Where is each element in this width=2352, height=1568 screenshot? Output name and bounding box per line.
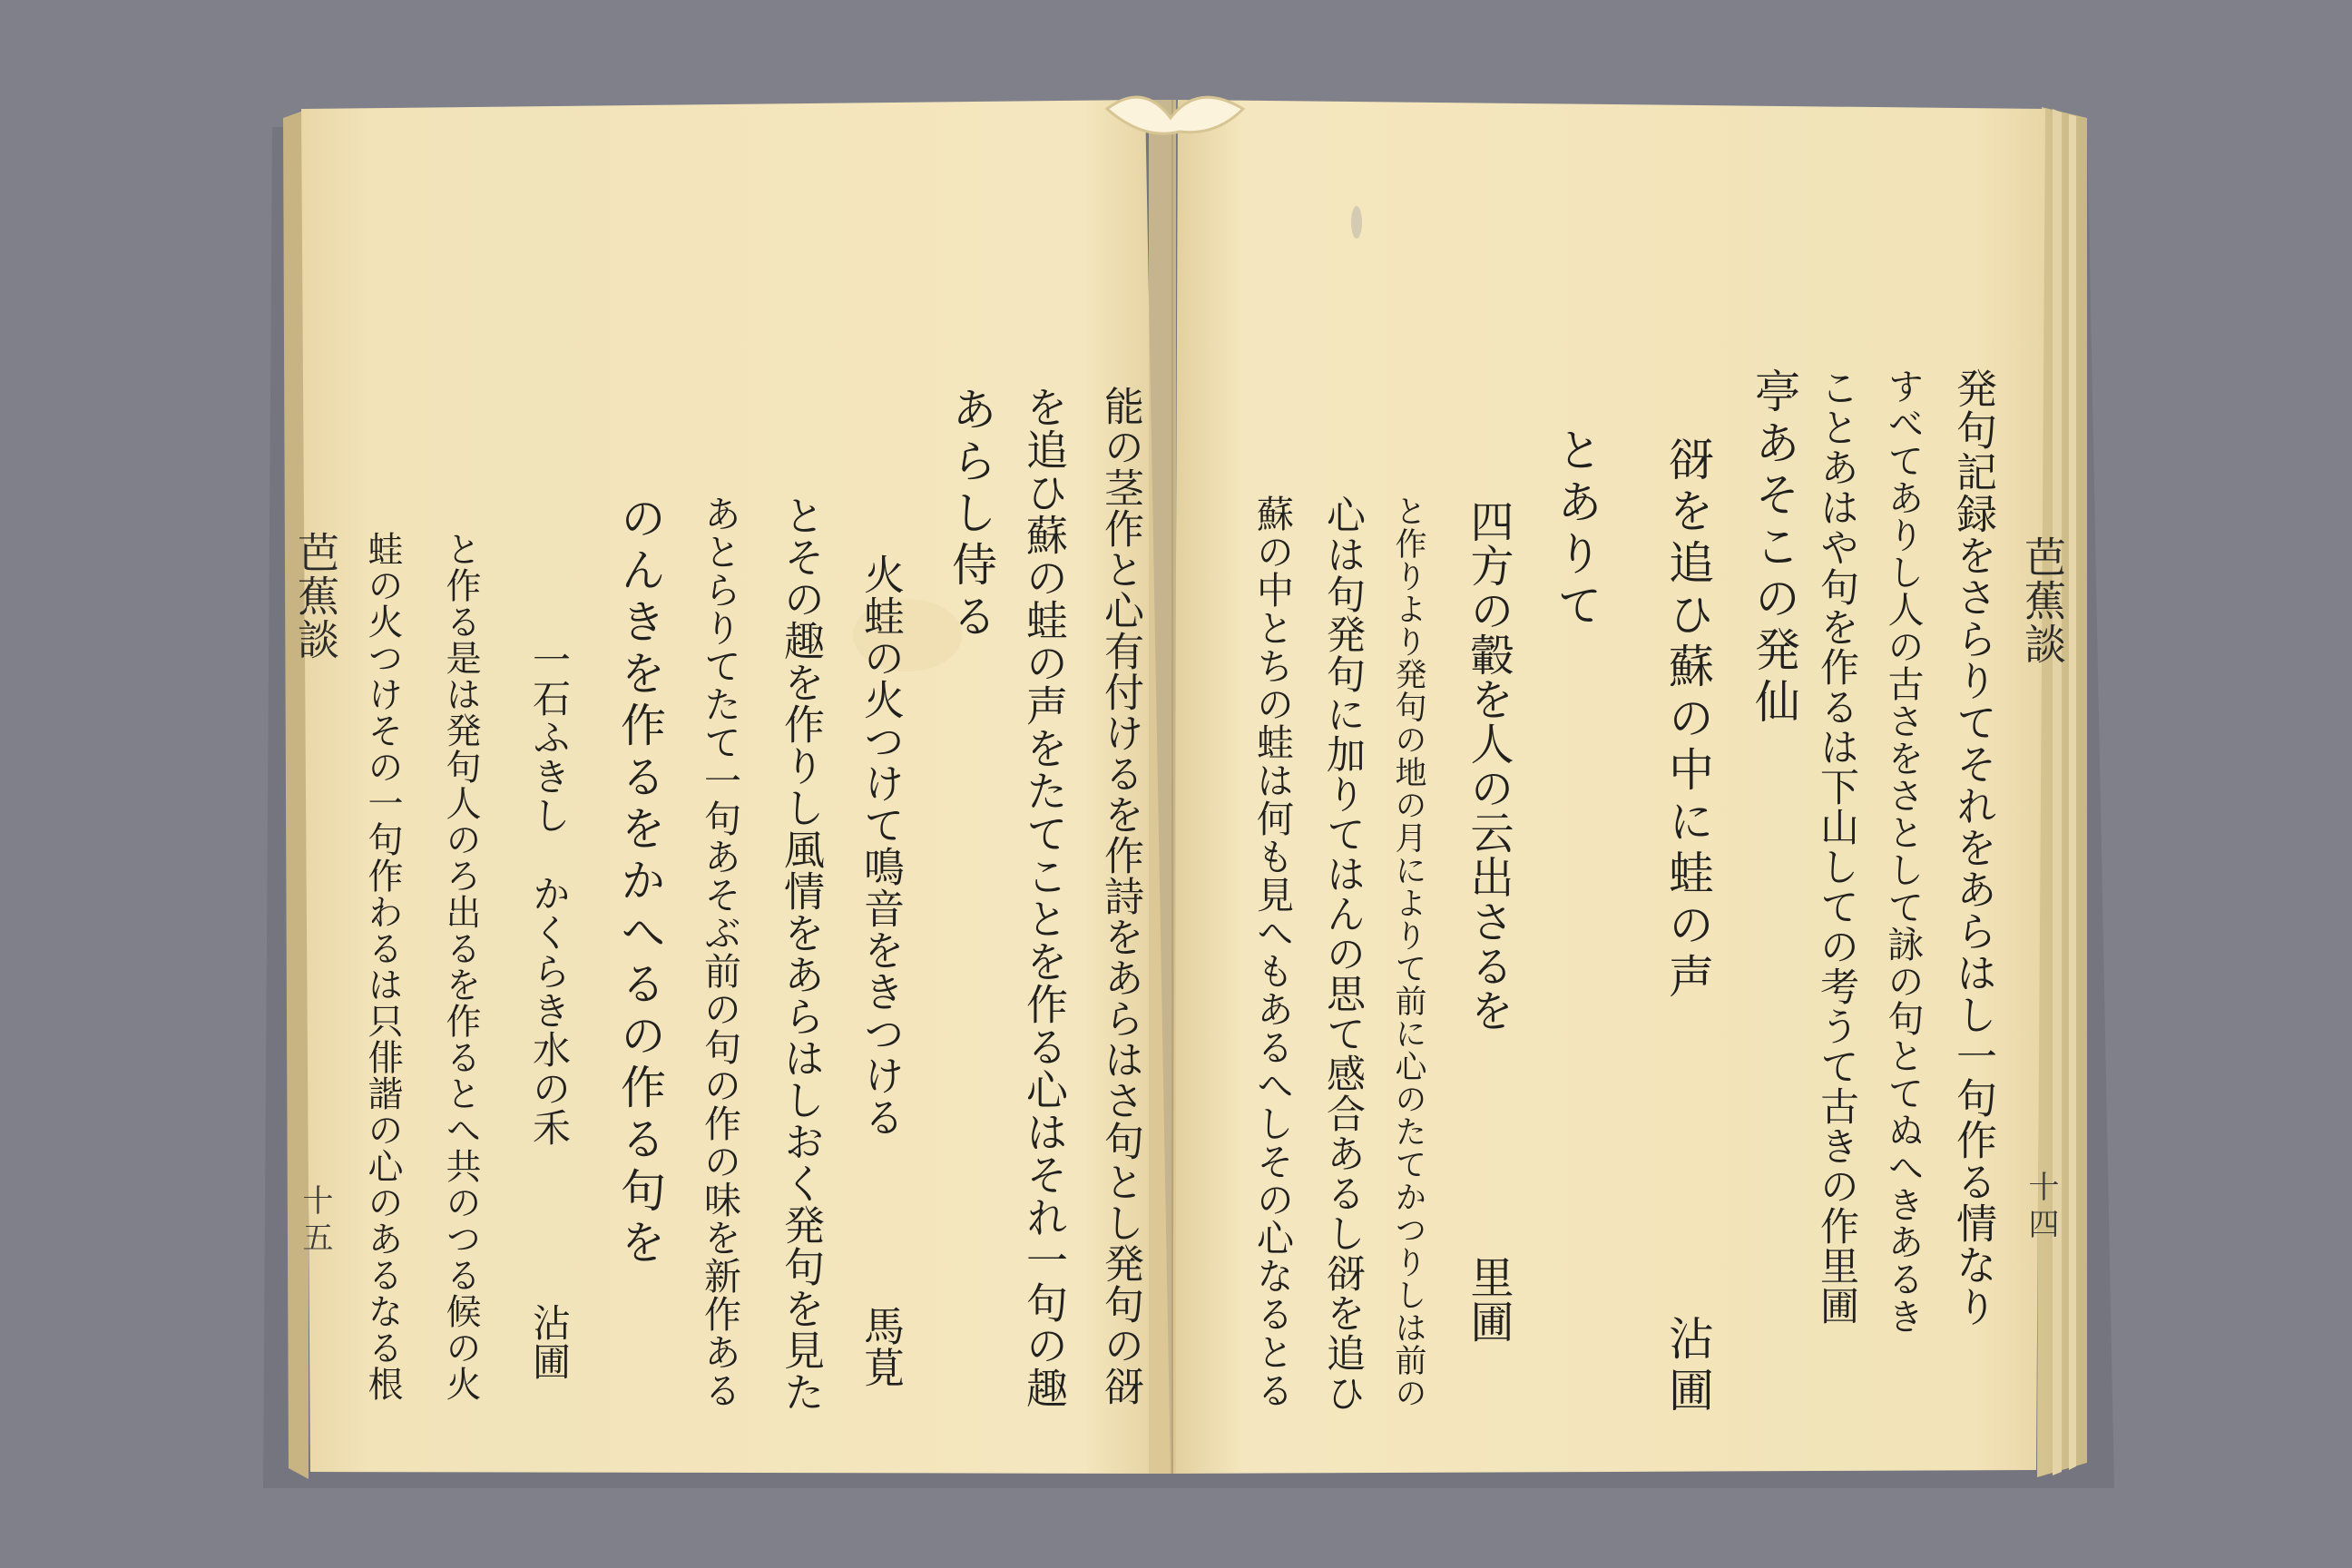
left-col-1: 能の茎作と心有付けるを作詩をあらはさ句とし発句の谺 [1097,386,1143,1406]
left-col-4: 火蛙の火つけて鳴音をきつける 馬莧 [857,554,905,1388]
right-col-1: 発句記録をさらりてそれをあらはし一句作る情なり [1949,368,1997,1328]
left-col-3: あらし侍る [945,386,997,644]
right-col-10: 蘇の中とちの蛙は何も見へもあるへしその心なるとる [1250,495,1294,1409]
left-col-9: と作る是は発句人のろ出るを作るとへ共のつる候の火 [440,531,481,1402]
right-col-7: 四方の轂を人の云出さるを 里圃 [1463,499,1514,1344]
right-col-4: 亭あそこの発仙 [1748,368,1800,730]
right-col-6: とありて [1550,426,1602,633]
right-margin-title: 芭蕉談 [2018,535,2067,666]
right-col-3: ことあはや句を作るは下山しての考うて古きの作里圃 [1814,368,1859,1326]
left-folio: 十五 [297,1184,333,1259]
left-col-6: あとらりてたて一句あそぶ前の句の作の味を新作ある [698,495,741,1409]
left-col-10: 蛙の火つけその一句作わるは只俳諧の心のあるなる根 [362,531,403,1402]
right-col-5: 谺を追ひ蘇の中に蛙の声 沾圃 [1661,436,1714,1418]
left-col-8: 一石ふきし かくらき水の禾 沾圃 [527,640,572,1381]
right-col-9: 心は句発句に加りてはんの思て感合あるし谺を追ひ [1320,495,1366,1413]
left-col-2: を追ひ蘇の蛙の声をたてことを作る心はそれ一句の趣 [1020,386,1069,1409]
right-col-8: と作りより発句の地の月によりて前に心のたてかつりしは前の [1390,495,1426,1409]
left-col-7: のんきを作るをかへるの作る句を [613,495,666,1270]
left-margin-title: 芭蕉談 [291,531,340,662]
right-folio: 十四 [2023,1171,2059,1245]
right-col-2: すべてありし人の古さをさとして詠の句とてぬへきあるき [1882,368,1924,1335]
left-col-5: とその趣を作りし風情をあらはしおく発句を見た [777,495,825,1413]
